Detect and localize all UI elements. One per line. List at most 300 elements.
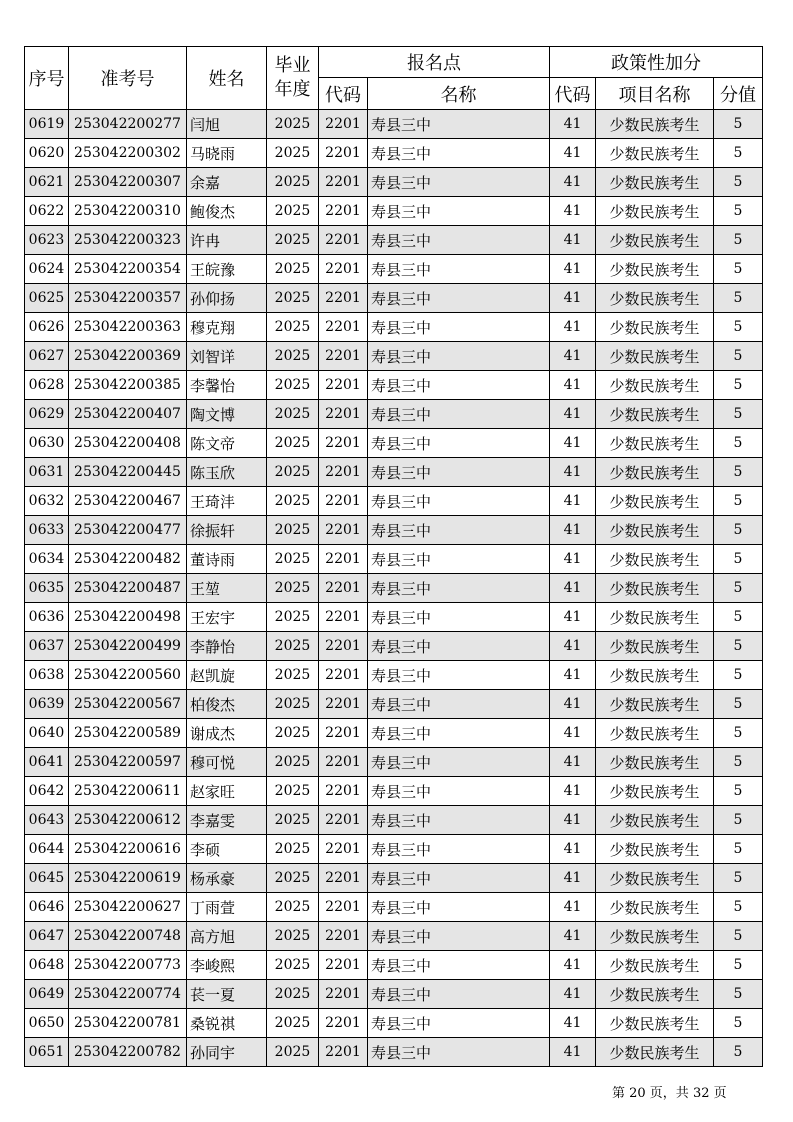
grad-year-cell: 2025 bbox=[267, 806, 319, 835]
policy-score-cell: 5 bbox=[714, 864, 763, 893]
grad-year-cell: 2025 bbox=[267, 748, 319, 777]
seq-cell: 0651 bbox=[25, 1038, 69, 1067]
header-policy-name: 项目名称 bbox=[596, 78, 714, 110]
table-row bbox=[25, 661, 763, 690]
policy-code-cell: 41 bbox=[550, 458, 596, 487]
table-row bbox=[25, 255, 763, 284]
policy-name-cell: 少数民族考生 bbox=[596, 255, 714, 284]
name-cell: 王琦沣 bbox=[187, 487, 267, 516]
grad-year-cell: 2025 bbox=[267, 690, 319, 719]
policy-name-cell: 少数民族考生 bbox=[596, 864, 714, 893]
site-code-cell: 2201 bbox=[319, 922, 368, 951]
seq-cell: 0645 bbox=[25, 864, 69, 893]
header-policy-code: 代码 bbox=[550, 78, 596, 110]
site-code-cell: 2201 bbox=[319, 719, 368, 748]
site-code-cell: 2201 bbox=[319, 429, 368, 458]
site-code-cell: 2201 bbox=[319, 893, 368, 922]
policy-score-cell: 5 bbox=[714, 1009, 763, 1038]
site-name-cell: 寿县三中 bbox=[368, 574, 550, 603]
site-name-cell: 寿县三中 bbox=[368, 197, 550, 226]
table-row bbox=[25, 139, 763, 168]
site-code-cell: 2201 bbox=[319, 574, 368, 603]
policy-name-cell: 少数民族考生 bbox=[596, 429, 714, 458]
policy-score-cell: 5 bbox=[714, 777, 763, 806]
name-cell: 杨承豪 bbox=[187, 864, 267, 893]
policy-name-cell: 少数民族考生 bbox=[596, 342, 714, 371]
policy-score-cell: 5 bbox=[714, 342, 763, 371]
grad-year-cell: 2025 bbox=[267, 893, 319, 922]
policy-score-cell: 5 bbox=[714, 980, 763, 1009]
header-policy-group: 政策性加分 bbox=[550, 47, 763, 78]
exam-no-cell: 253042200467 bbox=[69, 487, 187, 516]
site-name-cell: 寿县三中 bbox=[368, 1009, 550, 1038]
policy-score-cell: 5 bbox=[714, 951, 763, 980]
policy-code-cell: 41 bbox=[550, 777, 596, 806]
policy-name-cell: 少数民族考生 bbox=[596, 168, 714, 197]
policy-name-cell: 少数民族考生 bbox=[596, 661, 714, 690]
table-row bbox=[25, 487, 763, 516]
table-row bbox=[25, 1038, 763, 1067]
site-name-cell: 寿县三中 bbox=[368, 748, 550, 777]
policy-name-cell: 少数民族考生 bbox=[596, 893, 714, 922]
site-name-cell: 寿县三中 bbox=[368, 1038, 550, 1067]
seq-cell: 0637 bbox=[25, 632, 69, 661]
seq-cell: 0638 bbox=[25, 661, 69, 690]
site-code-cell: 2201 bbox=[319, 632, 368, 661]
grad-year-cell: 2025 bbox=[267, 922, 319, 951]
site-code-cell: 2201 bbox=[319, 487, 368, 516]
name-cell: 李嘉雯 bbox=[187, 806, 267, 835]
table-row bbox=[25, 922, 763, 951]
policy-name-cell: 少数民族考生 bbox=[596, 226, 714, 255]
site-name-cell: 寿县三中 bbox=[368, 777, 550, 806]
seq-cell: 0626 bbox=[25, 313, 69, 342]
exam-no-cell: 253042200482 bbox=[69, 545, 187, 574]
policy-name-cell: 少数民族考生 bbox=[596, 980, 714, 1009]
name-cell: 王宏宇 bbox=[187, 603, 267, 632]
site-name-cell: 寿县三中 bbox=[368, 632, 550, 661]
exam-no-cell: 253042200748 bbox=[69, 922, 187, 951]
policy-code-cell: 41 bbox=[550, 226, 596, 255]
seq-cell: 0620 bbox=[25, 139, 69, 168]
site-name-cell: 寿县三中 bbox=[368, 458, 550, 487]
site-name-cell: 寿县三中 bbox=[368, 864, 550, 893]
name-cell: 王堃 bbox=[187, 574, 267, 603]
seq-cell: 0643 bbox=[25, 806, 69, 835]
exam-no-cell: 253042200498 bbox=[69, 603, 187, 632]
name-cell: 许冉 bbox=[187, 226, 267, 255]
roster-table bbox=[24, 46, 763, 1067]
site-code-cell: 2201 bbox=[319, 806, 368, 835]
site-name-cell: 寿县三中 bbox=[368, 371, 550, 400]
site-code-cell: 2201 bbox=[319, 197, 368, 226]
table-row bbox=[25, 806, 763, 835]
site-code-cell: 2201 bbox=[319, 168, 368, 197]
site-name-cell: 寿县三中 bbox=[368, 661, 550, 690]
site-code-cell: 2201 bbox=[319, 342, 368, 371]
policy-name-cell: 少数民族考生 bbox=[596, 835, 714, 864]
table-row bbox=[25, 893, 763, 922]
policy-score-cell: 5 bbox=[714, 226, 763, 255]
grad-year-cell: 2025 bbox=[267, 342, 319, 371]
exam-no-cell: 253042200477 bbox=[69, 516, 187, 545]
policy-code-cell: 41 bbox=[550, 1038, 596, 1067]
site-name-cell: 寿县三中 bbox=[368, 690, 550, 719]
site-name-cell: 寿县三中 bbox=[368, 603, 550, 632]
grad-year-cell: 2025 bbox=[267, 980, 319, 1009]
policy-name-cell: 少数民族考生 bbox=[596, 806, 714, 835]
table-row bbox=[25, 226, 763, 255]
grad-year-cell: 2025 bbox=[267, 1009, 319, 1038]
site-code-cell: 2201 bbox=[319, 864, 368, 893]
site-code-cell: 2201 bbox=[319, 545, 368, 574]
seq-cell: 0622 bbox=[25, 197, 69, 226]
table-row bbox=[25, 545, 763, 574]
name-cell: 高方旭 bbox=[187, 922, 267, 951]
site-code-cell: 2201 bbox=[319, 400, 368, 429]
exam-no-cell: 253042200369 bbox=[69, 342, 187, 371]
grad-year-cell: 2025 bbox=[267, 284, 319, 313]
name-cell: 董诗雨 bbox=[187, 545, 267, 574]
header-name: 姓名 bbox=[187, 47, 267, 110]
policy-code-cell: 41 bbox=[550, 168, 596, 197]
policy-name-cell: 少数民族考生 bbox=[596, 458, 714, 487]
name-cell: 马晓雨 bbox=[187, 139, 267, 168]
policy-score-cell: 5 bbox=[714, 197, 763, 226]
site-code-cell: 2201 bbox=[319, 748, 368, 777]
site-name-cell: 寿县三中 bbox=[368, 226, 550, 255]
grad-year-cell: 2025 bbox=[267, 371, 319, 400]
policy-code-cell: 41 bbox=[550, 951, 596, 980]
name-cell: 赵家旺 bbox=[187, 777, 267, 806]
grad-year-cell: 2025 bbox=[267, 400, 319, 429]
site-name-cell: 寿县三中 bbox=[368, 284, 550, 313]
policy-score-cell: 5 bbox=[714, 429, 763, 458]
policy-score-cell: 5 bbox=[714, 110, 763, 139]
grad-year-cell: 2025 bbox=[267, 951, 319, 980]
policy-code-cell: 41 bbox=[550, 893, 596, 922]
site-code-cell: 2201 bbox=[319, 284, 368, 313]
name-cell: 孙同宇 bbox=[187, 1038, 267, 1067]
policy-code-cell: 41 bbox=[550, 864, 596, 893]
exam-no-cell: 253042200408 bbox=[69, 429, 187, 458]
site-code-cell: 2201 bbox=[319, 603, 368, 632]
policy-code-cell: 41 bbox=[550, 806, 596, 835]
exam-no-cell: 253042200627 bbox=[69, 893, 187, 922]
policy-code-cell: 41 bbox=[550, 400, 596, 429]
site-code-cell: 2201 bbox=[319, 255, 368, 284]
seq-cell: 0647 bbox=[25, 922, 69, 951]
site-code-cell: 2201 bbox=[319, 110, 368, 139]
site-name-cell: 寿县三中 bbox=[368, 951, 550, 980]
grad-year-cell: 2025 bbox=[267, 458, 319, 487]
exam-no-cell: 253042200773 bbox=[69, 951, 187, 980]
site-name-cell: 寿县三中 bbox=[368, 835, 550, 864]
table-row bbox=[25, 748, 763, 777]
exam-no-cell: 253042200782 bbox=[69, 1038, 187, 1067]
policy-score-cell: 5 bbox=[714, 458, 763, 487]
seq-cell: 0644 bbox=[25, 835, 69, 864]
policy-code-cell: 41 bbox=[550, 139, 596, 168]
seq-cell: 0631 bbox=[25, 458, 69, 487]
site-code-cell: 2201 bbox=[319, 1009, 368, 1038]
name-cell: 苌一夏 bbox=[187, 980, 267, 1009]
policy-code-cell: 41 bbox=[550, 110, 596, 139]
name-cell: 孙仰扬 bbox=[187, 284, 267, 313]
policy-name-cell: 少数民族考生 bbox=[596, 632, 714, 661]
name-cell: 柏俊杰 bbox=[187, 690, 267, 719]
name-cell: 陈文帝 bbox=[187, 429, 267, 458]
policy-score-cell: 5 bbox=[714, 719, 763, 748]
site-name-cell: 寿县三中 bbox=[368, 719, 550, 748]
site-code-cell: 2201 bbox=[319, 226, 368, 255]
exam-no-cell: 253042200277 bbox=[69, 110, 187, 139]
seq-cell: 0635 bbox=[25, 574, 69, 603]
grad-year-cell: 2025 bbox=[267, 168, 319, 197]
site-name-cell: 寿县三中 bbox=[368, 313, 550, 342]
site-name-cell: 寿县三中 bbox=[368, 168, 550, 197]
site-name-cell: 寿县三中 bbox=[368, 110, 550, 139]
name-cell: 闫旭 bbox=[187, 110, 267, 139]
grad-year-cell: 2025 bbox=[267, 487, 319, 516]
site-code-cell: 2201 bbox=[319, 777, 368, 806]
name-cell: 余嘉 bbox=[187, 168, 267, 197]
seq-cell: 0649 bbox=[25, 980, 69, 1009]
grad-year-cell: 2025 bbox=[267, 429, 319, 458]
grad-year-cell: 2025 bbox=[267, 603, 319, 632]
grad-year-cell: 2025 bbox=[267, 719, 319, 748]
name-cell: 穆可悦 bbox=[187, 748, 267, 777]
policy-score-cell: 5 bbox=[714, 690, 763, 719]
grad-year-cell: 2025 bbox=[267, 139, 319, 168]
policy-score-cell: 5 bbox=[714, 400, 763, 429]
exam-no-cell: 253042200323 bbox=[69, 226, 187, 255]
policy-name-cell: 少数民族考生 bbox=[596, 690, 714, 719]
exam-no-cell: 253042200589 bbox=[69, 719, 187, 748]
seq-cell: 0648 bbox=[25, 951, 69, 980]
name-cell: 李静怡 bbox=[187, 632, 267, 661]
policy-score-cell: 5 bbox=[714, 748, 763, 777]
exam-no-cell: 253042200354 bbox=[69, 255, 187, 284]
table-row bbox=[25, 458, 763, 487]
site-code-cell: 2201 bbox=[319, 951, 368, 980]
exam-no-cell: 253042200619 bbox=[69, 864, 187, 893]
exam-no-cell: 253042200616 bbox=[69, 835, 187, 864]
policy-code-cell: 41 bbox=[550, 429, 596, 458]
name-cell: 桑锐祺 bbox=[187, 1009, 267, 1038]
policy-code-cell: 41 bbox=[550, 371, 596, 400]
site-code-cell: 2201 bbox=[319, 313, 368, 342]
name-cell: 赵凯旋 bbox=[187, 661, 267, 690]
table-row bbox=[25, 951, 763, 980]
policy-code-cell: 41 bbox=[550, 748, 596, 777]
policy-score-cell: 5 bbox=[714, 574, 763, 603]
table-row bbox=[25, 632, 763, 661]
seq-cell: 0646 bbox=[25, 893, 69, 922]
seq-cell: 0642 bbox=[25, 777, 69, 806]
seq-cell: 0640 bbox=[25, 719, 69, 748]
grad-year-cell: 2025 bbox=[267, 835, 319, 864]
policy-score-cell: 5 bbox=[714, 516, 763, 545]
header-seq: 序号 bbox=[25, 47, 69, 110]
site-name-cell: 寿县三中 bbox=[368, 139, 550, 168]
policy-score-cell: 5 bbox=[714, 313, 763, 342]
policy-code-cell: 41 bbox=[550, 255, 596, 284]
policy-name-cell: 少数民族考生 bbox=[596, 516, 714, 545]
policy-code-cell: 41 bbox=[550, 574, 596, 603]
policy-name-cell: 少数民族考生 bbox=[596, 777, 714, 806]
header-grad-year-text: 毕业年度 bbox=[274, 55, 311, 100]
seq-cell: 0632 bbox=[25, 487, 69, 516]
policy-code-cell: 41 bbox=[550, 719, 596, 748]
grad-year-cell: 2025 bbox=[267, 110, 319, 139]
table-row bbox=[25, 719, 763, 748]
table-row bbox=[25, 429, 763, 458]
policy-code-cell: 41 bbox=[550, 980, 596, 1009]
policy-score-cell: 5 bbox=[714, 545, 763, 574]
policy-name-cell: 少数民族考生 bbox=[596, 139, 714, 168]
seq-cell: 0619 bbox=[25, 110, 69, 139]
name-cell: 丁雨萱 bbox=[187, 893, 267, 922]
table-row bbox=[25, 603, 763, 632]
policy-score-cell: 5 bbox=[714, 255, 763, 284]
grad-year-cell: 2025 bbox=[267, 574, 319, 603]
table-row bbox=[25, 574, 763, 603]
policy-name-cell: 少数民族考生 bbox=[596, 1038, 714, 1067]
seq-cell: 0623 bbox=[25, 226, 69, 255]
site-name-cell: 寿县三中 bbox=[368, 400, 550, 429]
table-row bbox=[25, 835, 763, 864]
seq-cell: 0630 bbox=[25, 429, 69, 458]
header-site-code: 代码 bbox=[319, 78, 368, 110]
policy-code-cell: 41 bbox=[550, 922, 596, 951]
seq-cell: 0639 bbox=[25, 690, 69, 719]
exam-no-cell: 253042200560 bbox=[69, 661, 187, 690]
policy-code-cell: 41 bbox=[550, 197, 596, 226]
name-cell: 徐振轩 bbox=[187, 516, 267, 545]
policy-code-cell: 41 bbox=[550, 632, 596, 661]
site-name-cell: 寿县三中 bbox=[368, 893, 550, 922]
header-site-group: 报名点 bbox=[319, 47, 550, 78]
policy-score-cell: 5 bbox=[714, 632, 763, 661]
policy-code-cell: 41 bbox=[550, 603, 596, 632]
name-cell: 李硕 bbox=[187, 835, 267, 864]
table-row bbox=[25, 400, 763, 429]
name-cell: 王皖豫 bbox=[187, 255, 267, 284]
policy-score-cell: 5 bbox=[714, 835, 763, 864]
site-name-cell: 寿县三中 bbox=[368, 545, 550, 574]
policy-code-cell: 41 bbox=[550, 313, 596, 342]
site-name-cell: 寿县三中 bbox=[368, 255, 550, 284]
policy-name-cell: 少数民族考生 bbox=[596, 603, 714, 632]
seq-cell: 0634 bbox=[25, 545, 69, 574]
policy-name-cell: 少数民族考生 bbox=[596, 545, 714, 574]
policy-code-cell: 41 bbox=[550, 545, 596, 574]
site-name-cell: 寿县三中 bbox=[368, 429, 550, 458]
name-cell: 谢成杰 bbox=[187, 719, 267, 748]
policy-name-cell: 少数民族考生 bbox=[596, 313, 714, 342]
policy-score-cell: 5 bbox=[714, 1038, 763, 1067]
site-name-cell: 寿县三中 bbox=[368, 980, 550, 1009]
seq-cell: 0627 bbox=[25, 342, 69, 371]
policy-code-cell: 41 bbox=[550, 661, 596, 690]
header-exam-no: 准考号 bbox=[69, 47, 187, 110]
policy-name-cell: 少数民族考生 bbox=[596, 574, 714, 603]
table-row bbox=[25, 516, 763, 545]
page-footer: 第 20 页，共 32 页 bbox=[612, 1086, 727, 1101]
policy-code-cell: 41 bbox=[550, 342, 596, 371]
grad-year-cell: 2025 bbox=[267, 1038, 319, 1067]
table-row bbox=[25, 284, 763, 313]
site-code-cell: 2201 bbox=[319, 661, 368, 690]
policy-name-cell: 少数民族考生 bbox=[596, 719, 714, 748]
policy-score-cell: 5 bbox=[714, 922, 763, 951]
site-code-cell: 2201 bbox=[319, 139, 368, 168]
policy-code-cell: 41 bbox=[550, 1009, 596, 1038]
grad-year-cell: 2025 bbox=[267, 197, 319, 226]
policy-score-cell: 5 bbox=[714, 168, 763, 197]
exam-no-cell: 253042200487 bbox=[69, 574, 187, 603]
exam-no-cell: 253042200363 bbox=[69, 313, 187, 342]
exam-no-cell: 253042200445 bbox=[69, 458, 187, 487]
site-name-cell: 寿县三中 bbox=[368, 806, 550, 835]
table-row bbox=[25, 168, 763, 197]
policy-score-cell: 5 bbox=[714, 371, 763, 400]
table-row bbox=[25, 980, 763, 1009]
policy-score-cell: 5 bbox=[714, 487, 763, 516]
table-row bbox=[25, 313, 763, 342]
policy-score-cell: 5 bbox=[714, 893, 763, 922]
policy-score-cell: 5 bbox=[714, 284, 763, 313]
policy-code-cell: 41 bbox=[550, 835, 596, 864]
policy-name-cell: 少数民族考生 bbox=[596, 400, 714, 429]
policy-name-cell: 少数民族考生 bbox=[596, 487, 714, 516]
policy-name-cell: 少数民族考生 bbox=[596, 197, 714, 226]
policy-score-cell: 5 bbox=[714, 603, 763, 632]
name-cell: 陈玉欣 bbox=[187, 458, 267, 487]
exam-no-cell: 253042200302 bbox=[69, 139, 187, 168]
seq-cell: 0633 bbox=[25, 516, 69, 545]
seq-cell: 0629 bbox=[25, 400, 69, 429]
site-code-cell: 2201 bbox=[319, 1038, 368, 1067]
name-cell: 鲍俊杰 bbox=[187, 197, 267, 226]
policy-name-cell: 少数民族考生 bbox=[596, 922, 714, 951]
exam-no-cell: 253042200499 bbox=[69, 632, 187, 661]
seq-cell: 0624 bbox=[25, 255, 69, 284]
exam-no-cell: 253042200310 bbox=[69, 197, 187, 226]
site-code-cell: 2201 bbox=[319, 458, 368, 487]
grad-year-cell: 2025 bbox=[267, 226, 319, 255]
policy-name-cell: 少数民族考生 bbox=[596, 371, 714, 400]
roster-body bbox=[25, 110, 763, 1067]
grad-year-cell: 2025 bbox=[267, 661, 319, 690]
site-name-cell: 寿县三中 bbox=[368, 922, 550, 951]
site-code-cell: 2201 bbox=[319, 371, 368, 400]
seq-cell: 0621 bbox=[25, 168, 69, 197]
policy-name-cell: 少数民族考生 bbox=[596, 1009, 714, 1038]
name-cell: 李馨怡 bbox=[187, 371, 267, 400]
table-row bbox=[25, 342, 763, 371]
header-policy-score: 分值 bbox=[714, 78, 763, 110]
name-cell: 陶文博 bbox=[187, 400, 267, 429]
grad-year-cell: 2025 bbox=[267, 313, 319, 342]
site-code-cell: 2201 bbox=[319, 690, 368, 719]
seq-cell: 0628 bbox=[25, 371, 69, 400]
grad-year-cell: 2025 bbox=[267, 864, 319, 893]
name-cell: 李峻熙 bbox=[187, 951, 267, 980]
policy-score-cell: 5 bbox=[714, 139, 763, 168]
exam-no-cell: 253042200385 bbox=[69, 371, 187, 400]
